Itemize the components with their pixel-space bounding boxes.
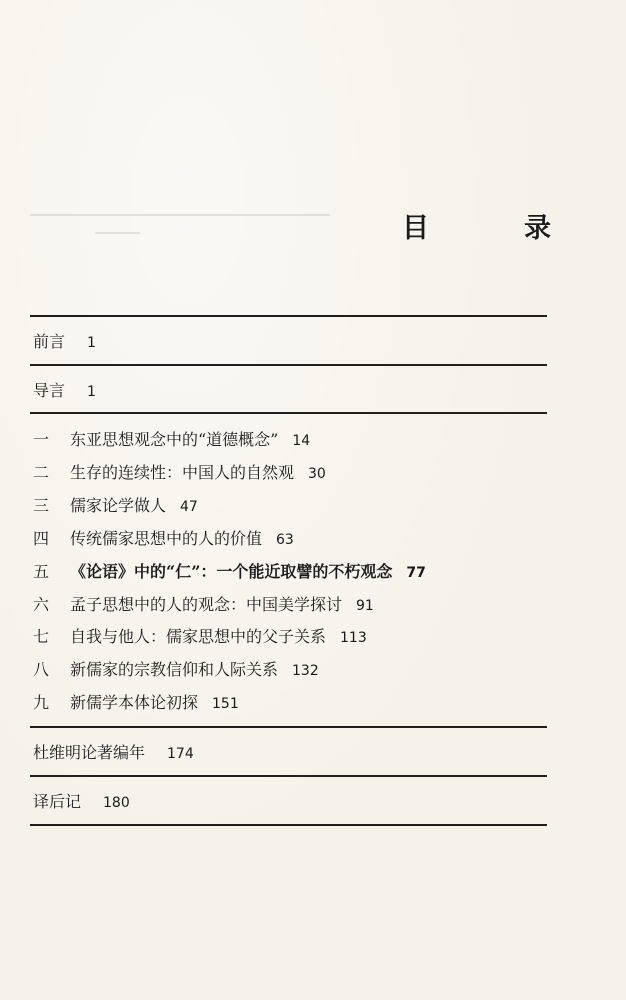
entry-title: 新儒家的宗教信仰和人际关系: [70, 660, 279, 679]
toc-heading: 目 录: [402, 213, 585, 244]
divider-rule: [30, 726, 547, 728]
toc-entry-preface: [33, 332, 96, 353]
toc-entry-translator-afterword: [33, 792, 130, 813]
chapter-number: 一: [33, 430, 50, 449]
scan-artifact: [95, 232, 140, 234]
toc-entry-bibliography: [33, 743, 194, 764]
entry-title: 自我与他人：儒家思想中的父子关系: [70, 627, 327, 646]
divider-rule: [30, 824, 547, 826]
entry-page-number: 63: [276, 532, 294, 548]
chapter-number: 八: [33, 660, 50, 679]
entry-title: 新儒学本体论初探: [70, 693, 199, 712]
toc-entry-chapter-7: [33, 627, 367, 648]
entry-page-number: 174: [167, 746, 194, 762]
entry-title: 东亚思想观念中的“道德概念”: [70, 430, 279, 449]
toc-entry-chapter-1: [33, 430, 310, 451]
entry-page-number: 77: [406, 565, 426, 581]
divider-rule: [30, 364, 547, 366]
divider-rule: [30, 775, 547, 777]
entry-title: 杜维明论著编年: [33, 743, 146, 762]
entry-page-number: 14: [292, 433, 311, 449]
scan-artifact: [30, 214, 330, 216]
toc-entry-chapter-2: [33, 463, 326, 484]
entry-title: 传统儒家思想中的人的价值: [70, 529, 263, 548]
entry-page-number: 132: [292, 663, 319, 679]
toc-entry-chapter-3: [33, 496, 198, 517]
chapter-number: 四: [33, 529, 50, 548]
chapter-number: 三: [33, 496, 50, 515]
entry-page-number: 30: [308, 466, 326, 482]
toc-entry-chapter-4: [33, 529, 294, 550]
chapter-number: 二: [33, 463, 50, 482]
toc-entry-chapter-5: [33, 562, 426, 583]
chapter-number: 五: [33, 562, 50, 581]
chapter-number: 六: [33, 595, 50, 614]
entry-title: 儒家论学做人: [70, 496, 167, 515]
entry-page-number: 113: [340, 630, 367, 646]
entry-page-number: 47: [180, 499, 198, 515]
entry-title: 《论语》中的“仁”：一个能近取譬的不朽观念: [70, 562, 393, 581]
entry-title: 孟子思想中的人的观念：中国美学探讨: [70, 595, 343, 614]
toc-entry-chapter-9: [33, 693, 239, 714]
entry-title: 前言: [33, 332, 66, 351]
toc-entry-chapter-8: [33, 660, 319, 681]
chapter-number: 七: [33, 627, 50, 646]
toc-entry-chapter-6: [33, 595, 374, 616]
divider-rule: [30, 412, 547, 414]
entry-page-number: 91: [356, 598, 374, 614]
entry-title: 导言: [33, 381, 66, 400]
entry-page-number: 180: [103, 795, 130, 811]
chapter-number: 九: [33, 693, 50, 712]
entry-title: 译后记: [33, 792, 82, 811]
entry-page-number: 151: [212, 696, 239, 712]
toc-entry-introduction: [33, 381, 96, 402]
entry-page-number: 1: [87, 335, 96, 351]
entry-title: 生存的连续性：中国人的自然观: [70, 463, 295, 482]
divider-rule: [30, 315, 547, 317]
entry-page-number: 1: [87, 384, 96, 400]
